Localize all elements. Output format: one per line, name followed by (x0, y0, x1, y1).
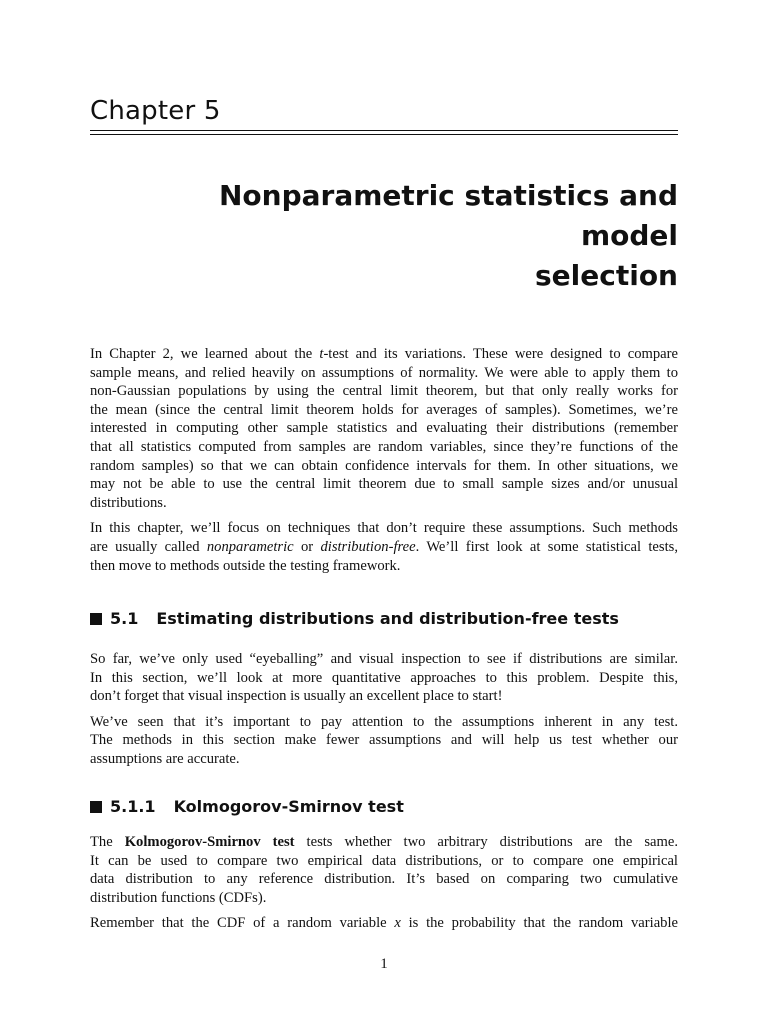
section-5-1-1-text (90, 833, 678, 940)
text-line: In this chapter, we’ll focus on techniques that don’t require these assumptions. Such methods (90, 520, 678, 537)
section-5-1-1-paragraph-1 (90, 833, 678, 907)
intro-paragraph-2 (90, 519, 678, 575)
text-line: Remember that the CDF of a random variable x is the probability that the random variable (90, 915, 678, 932)
text-line: The Kolmogorov-Smirnov test tests whether two arbitrary distributions are the same. (90, 834, 678, 850)
emphasis-nonparametric: nonparametric (206, 538, 294, 555)
text-line: It can be used to compare two empirical data distributions, or to compare one empirical (90, 852, 678, 869)
text-line: distribution functions (CDFs). (90, 889, 267, 906)
section-5-1-paragraph-2 (90, 713, 678, 769)
text-line: We’ve seen that it’s important to pay attention to the assumptions inherent in any test. (90, 713, 678, 730)
intro-text (90, 345, 678, 582)
x-symbol: x (394, 915, 401, 932)
chapter-title-line-1: Nonparametric statistics and model (218, 179, 678, 252)
intro-paragraph-1 (90, 345, 678, 512)
emphasis-distribution-free: distribution-free (320, 538, 416, 555)
text-line: interested in computing other sample statistics and evaluating their distributions (remember (90, 420, 678, 437)
chapter-title-line-2: selection (535, 259, 678, 292)
section-5-1-text (90, 650, 678, 776)
t-symbol: t (319, 346, 324, 362)
section-5-1-paragraph-1 (90, 650, 678, 706)
section-title: Kolmogorov-Smirnov test (173, 797, 404, 816)
text-line: don’t forget that visual inspection is usually an excellent place to start! (90, 688, 503, 705)
chapter-rule-bottom (90, 134, 678, 135)
section-5-1-heading (90, 609, 619, 628)
chapter-rule-top (90, 130, 678, 131)
section-number: 5.1 (110, 609, 139, 628)
section-5-1-1-heading (90, 797, 404, 816)
section-square-icon (90, 801, 102, 813)
text-line: that all statistics computed from samples are random variables, since they’re functions of the (90, 438, 678, 455)
text-line: then move to methods outside the testing framework. (90, 557, 401, 574)
section-square-icon (90, 613, 102, 625)
text-line: In this section, we’ll look at more quantitative approaches to this problem. Despite this, (90, 669, 678, 686)
text-line: sample means, and relied heavily on assumptions of normality. We were able to apply them to (90, 364, 678, 381)
text-line: In Chapter 2, we learned about the t-test and its variations. These were designed to compare (90, 346, 678, 362)
section-5-1-1-paragraph-2 (90, 914, 678, 933)
section-number: 5.1.1 (110, 797, 156, 816)
chapter-title (118, 176, 678, 296)
section-title: Estimating distributions and distribution-free tests (156, 609, 619, 628)
text-line: non-Gaussian populations by using the central limit theorem, but that only really works for (90, 383, 678, 400)
text-line: The methods in this section make fewer assumptions and will help us test whether our (90, 732, 678, 749)
chapter-label: Chapter 5 (90, 96, 221, 126)
text-line: So far, we’ve only used “eyeballing” and visual inspection to see if distributions are similar. (90, 651, 678, 667)
text-line: assumptions are accurate. (90, 750, 240, 767)
text-line: random samples) so that we can obtain confidence intervals for them. In other situations, we (90, 457, 678, 474)
text-line: are usually called nonparametric or distribution-free. We’ll first look at some statistical tests, (90, 538, 678, 555)
term-kolmogorov-smirnov: Kolmogorov-Smirnov test (124, 834, 295, 850)
text-line: data distribution to any reference distribution. It’s based on comparing two cumulative (90, 871, 678, 888)
text-line: the mean (since the central limit theorem holds for averages of samples). Sometimes, we’re (90, 401, 678, 418)
text-line: may not be able to use the central limit theorem due to small sample sizes and/or unusual (90, 476, 678, 493)
page-number: 1 (380, 956, 388, 972)
text-line: distributions. (90, 494, 167, 511)
